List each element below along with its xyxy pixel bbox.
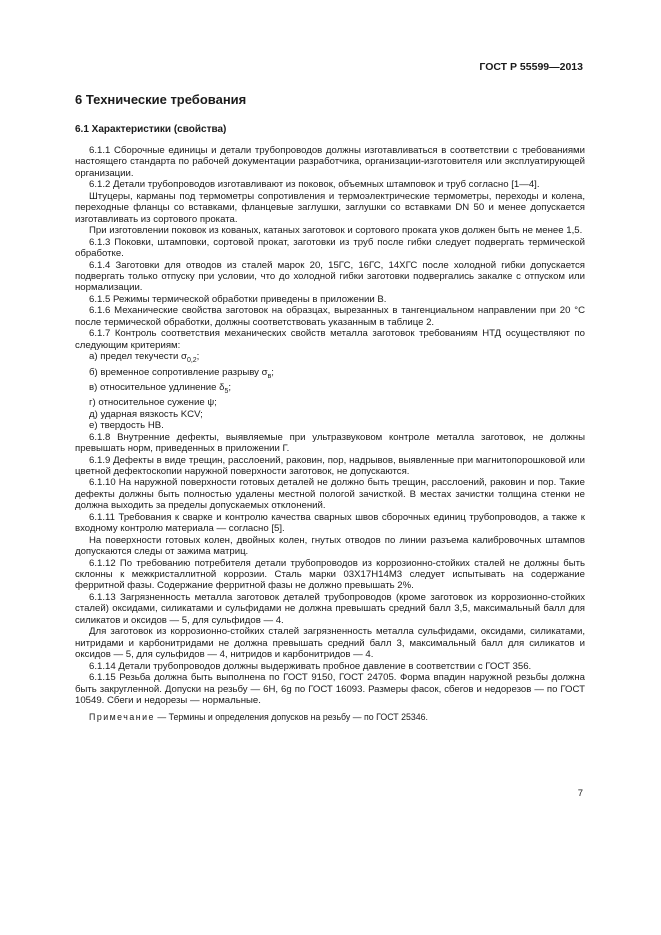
criteria-list — [75, 351, 585, 431]
paragraph: 6.1.1 Сборочные единицы и детали трубопроводов должны изготавливаться в соответствии с требованиями настоящего стандарта по рабочей документации разработчика, организации-изготовителя или эксплуатирующей организации. — [75, 145, 585, 179]
note-text: — Термины и определения допусков на резьбу — по ГОСТ 25346. — [154, 712, 428, 723]
paragraph: 6.1.7 Контроль соответствия механических свойств металла заготовок требованиям НТД осуществляют по следующим критериям: — [75, 328, 585, 351]
criteria-subscript: 0,2 — [186, 357, 197, 365]
paragraph-group-1 — [75, 145, 585, 351]
paragraph: 6.1.5 Режимы термической обработки приведены в приложении В. — [89, 293, 387, 305]
paragraph: 6.1.4 Заготовки для отводов из сталей марок 20, 15ГС, 16ГС, 14ХГС после холодной гибки допускается подвергать только отпуску при условии, что до холодной гибки заготовки подвергались закалке с отпуском или нормализации. — [75, 259, 585, 294]
subsection-title: 6.1 Характеристики (свойства) — [75, 124, 227, 135]
criteria-text: г) относительное сужение ψ; — [89, 397, 217, 409]
criteria-item — [75, 420, 585, 431]
paragraph-group-2 — [75, 432, 585, 707]
criteria-text: е) твердость HB. — [89, 420, 164, 432]
paragraph: 6.1.12 По требованию потребителя детали трубопроводов из коррозионно-стойких сталей не должны быть склонны к межкристаллитной коррозии. Сталь марки 03Х17Н14М3 следует испытывать на содержание ферритной фазы. Содержание ферритной фазы не должно превышать 2%. — [75, 557, 585, 592]
paragraph: Штуцеры, карманы под термометры сопротивления и термоэлектрические термометры, переходы и колена, переходные фланцы со вставками, фланцевые заглушки, заглушки со вставками DN 50 и менее допускается изготавливать из сортового проката. — [75, 190, 585, 225]
paragraph: 6.1.9 Дефекты в виде трещин, расслоений, раковин, пор, надрывов, выявленные при магнитопорошковой или цветной дефектоскопии наружной поверхности заготовок, не допускаются. — [75, 454, 585, 477]
paragraph: При изготовлении поковок из кованых, катаных заготовок и сортового проката уков должен быть не менее 1,5. — [89, 225, 583, 237]
paragraph: 6.1.6 Механические свойства заготовок на образцах, вырезанных в тангенциальном направлении при 20 °С после термической обработки, должны соответствовать указанным в таблице 2. — [75, 305, 585, 328]
criteria-item — [75, 397, 585, 408]
paragraph: 6.1.3 Поковки, штамповки, сортовой прокат, заготовки из труб после гибки следует подвергать термической обработке. — [75, 236, 585, 260]
criteria-item — [75, 367, 585, 382]
criteria-item — [75, 382, 585, 397]
page-content — [75, 92, 585, 723]
paragraph: 6.1.13 Загрязненность металла заготовок деталей трубопроводов (кроме заготовок из коррозионно-стойких сталей) оксидами, силикатами и сульфидами не должна превышать средний балл 3,5, максимальный балл для силикатов и оксидов — 5, для сульфидов — 4. — [75, 591, 585, 626]
criteria-item — [75, 351, 585, 366]
criteria-suffix: ; — [228, 381, 232, 393]
paragraph: Для заготовок из коррозионно-стойких сталей загрязненность металла сульфидами, оксидами, силикатами, нитридами и карбонитридами не должна превышать средний балл 3, максимальный балл для силикатов и оксидов — 5, для сульфидов — 4, нитридов и карбонитридов — 4. — [75, 626, 585, 661]
standard-header: ГОСТ Р 55599—2013 — [479, 61, 583, 73]
criteria-subscript: в — [267, 372, 272, 380]
paragraph: На поверхности готовых колен, двойных колен, гнутых отводов по линии разъема калибровочных штампов допускаются следы от зажима матриц. — [75, 534, 585, 558]
criteria-subscript: 5 — [224, 387, 229, 395]
paragraph: 6.1.15 Резьба должна быть выполнена по ГОСТ 9150, ГОСТ 24705. Форма впадин наружной резьбы должна быть закругленной. Допуски на резьбу — 6H, 6g по ГОСТ 16093. Размеры фасок, сбегов и недорезов — по ГОСТ 10549. Сбеги и недорезы — нормальные. — [75, 672, 585, 707]
paragraph: 6.1.10 На наружной поверхности готовых деталей не должно быть трещин, расслоений, раковин и пор. Такие дефекты должны быть полностью удалены местной пологой зачисткой. В местах зачистки толщина стенки не должна выходить за пределы допускаемых отклонений. — [75, 477, 585, 512]
page-number: 7 — [577, 788, 583, 799]
note-label: Примечание — [89, 712, 155, 723]
paragraph: 6.1.8 Внутренние дефекты, выявляемые при ультразвуковом контроле металла заготовок, не должны превышать норм, приведенных в приложении Г. — [75, 431, 585, 455]
paragraph: 6.1.14 Детали трубопроводов должны выдерживать пробное давление в соответствии с ГОСТ 356. — [89, 660, 532, 672]
paragraph: 6.1.11 Требования к сварке и контролю качества сварных швов сборочных единиц трубопроводов, а также к входному контролю материала — согласно [5]. — [75, 511, 585, 535]
criteria-suffix: ; — [196, 351, 200, 363]
criteria-text: б) временное сопротивление разрыву σ — [89, 366, 268, 378]
paragraph: 6.1.2 Детали трубопроводов изготавливают из поковок, объемных штамповок и труб согласно [1—4]. — [89, 179, 540, 191]
criteria-text: д) ударная вязкость KCV; — [89, 408, 203, 420]
note — [75, 712, 585, 723]
criteria-item — [75, 409, 585, 420]
criteria-text: а) предел текучести σ — [89, 351, 187, 363]
section-title: 6 Технические требования — [75, 92, 247, 107]
criteria-suffix: ; — [271, 366, 274, 378]
criteria-text: в) относительное удлинение δ — [89, 381, 225, 393]
